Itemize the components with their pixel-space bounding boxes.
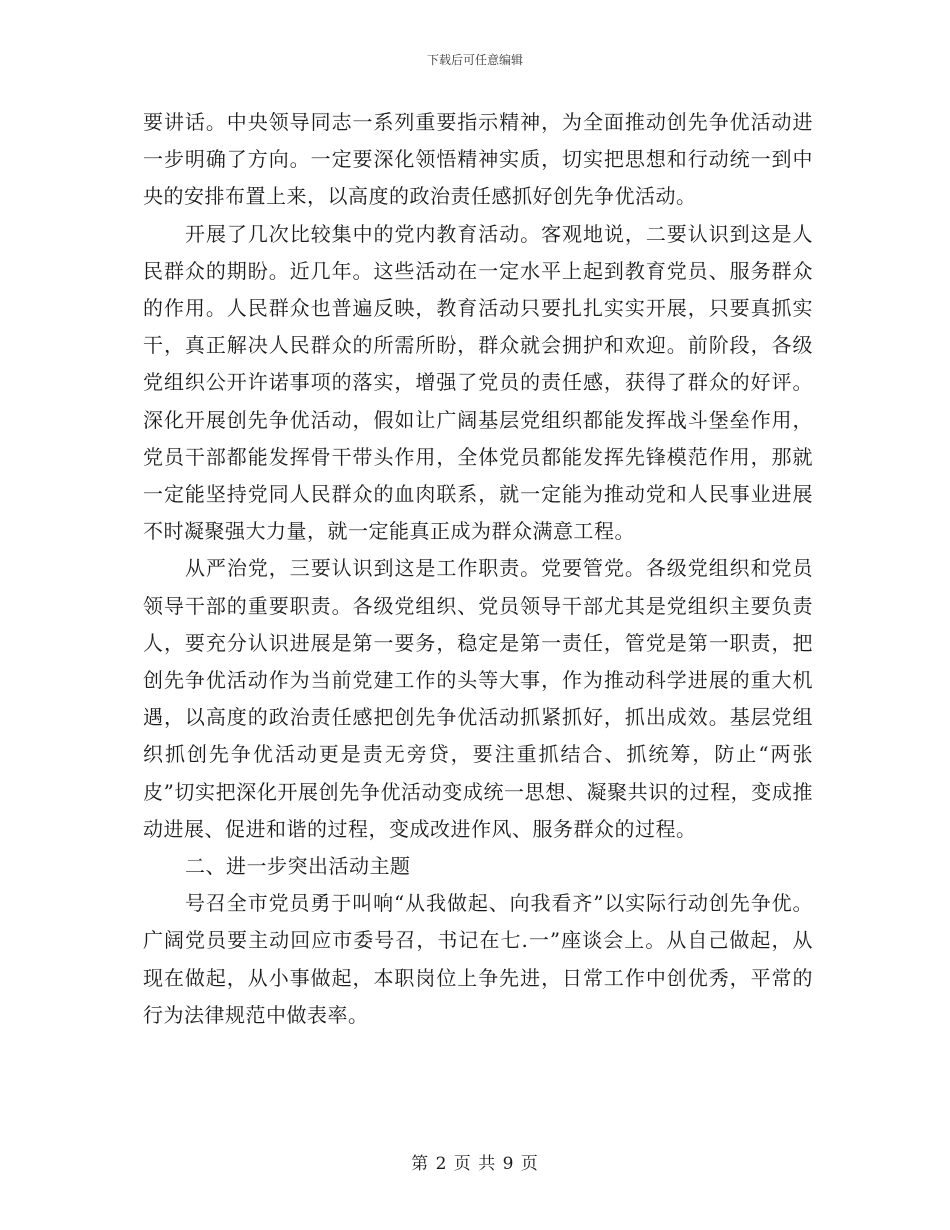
footer-prefix: 第 (411, 1154, 430, 1174)
page-footer (0, 1153, 950, 1175)
footer-middle: 页 共 (453, 1154, 497, 1174)
paragraph-public-expectation: 开展了几次比较集中的党内教育活动。客观地说，二要认识到这是人民群众的期盼。近几年。这些活动在一定水平上起到教育党员、服务群众的作用。人民群众也普遍反映，教育活动只要扎扎实实开展，只要真抓实干，真正解决人民群众的所需所盼，群众就会拥护和欢迎。前阶段，各级党组织公开许诺事项的落实，增强了党员的责任感，获得了群众的好评。深化开展创先争优活动，假如让广阔基层党组织都能发挥战斗堡垒作用，党员干部都能发挥骨干带头作用，全体党员都能发挥先锋模范作用，那就一定能坚持党同人民群众的血肉联系，就一定能为推动党和人民事业进展不时凝聚强大力量，就一定能真正成为群众满意工程。 (143, 221, 813, 544)
current-page-number: 2 (435, 1154, 448, 1174)
paragraph-continuation: 要讲话。中央领导同志一系列重要指示精神，为全面推动创先争优活动进一步明确了方向。一定要深化领悟精神实质，切实把思想和行动统一到中央的安排布置上来，以高度的政治责任感抓好创先争优活动。 (143, 110, 813, 209)
paragraph-work-duty: 从严治党，三要认识到这是工作职责。党要管党。各级党组织和党员领导干部的重要职责。各级党组织、党员领导干部尤其是党组织主要负责人，要充分认识进展是第一要务，稳定是第一责任，管党是第一职责，把创先争优活动作为当前党建工作的头等大事，作为推动科学进展的重大机遇，以高度的政治责任感把创先争优活动抓紧抓好，抓出成效。基层党组织抓创先争优活动更是责无旁贷，要注重抓结合、抓统筹，防止“两张皮”切实把深化开展创先争优活动变成统一思想、凝聚共识的过程，变成推动进展、促进和谐的过程，变成改进作风、服务群众的过程。 (143, 556, 813, 841)
total-page-count: 9 (502, 1154, 515, 1174)
paragraph-call-to-action: 号召全市党员勇于叫响“从我做起、向我看齐”以实际行动创先争优。广阔党员要主动回应市委号召，书记在七.一”座谈会上。从自己做起，从现在做起，从小事做起，本职岗位上争先进，日常工作中创优秀，平常的行为法律规范中做表率。 (143, 891, 813, 1027)
document-body (143, 104, 813, 1034)
page-header: 下载后可任意编辑 (426, 53, 523, 67)
section-heading: 二、进一步突出活动主题 (185, 854, 411, 879)
footer-suffix: 页 (520, 1154, 539, 1174)
